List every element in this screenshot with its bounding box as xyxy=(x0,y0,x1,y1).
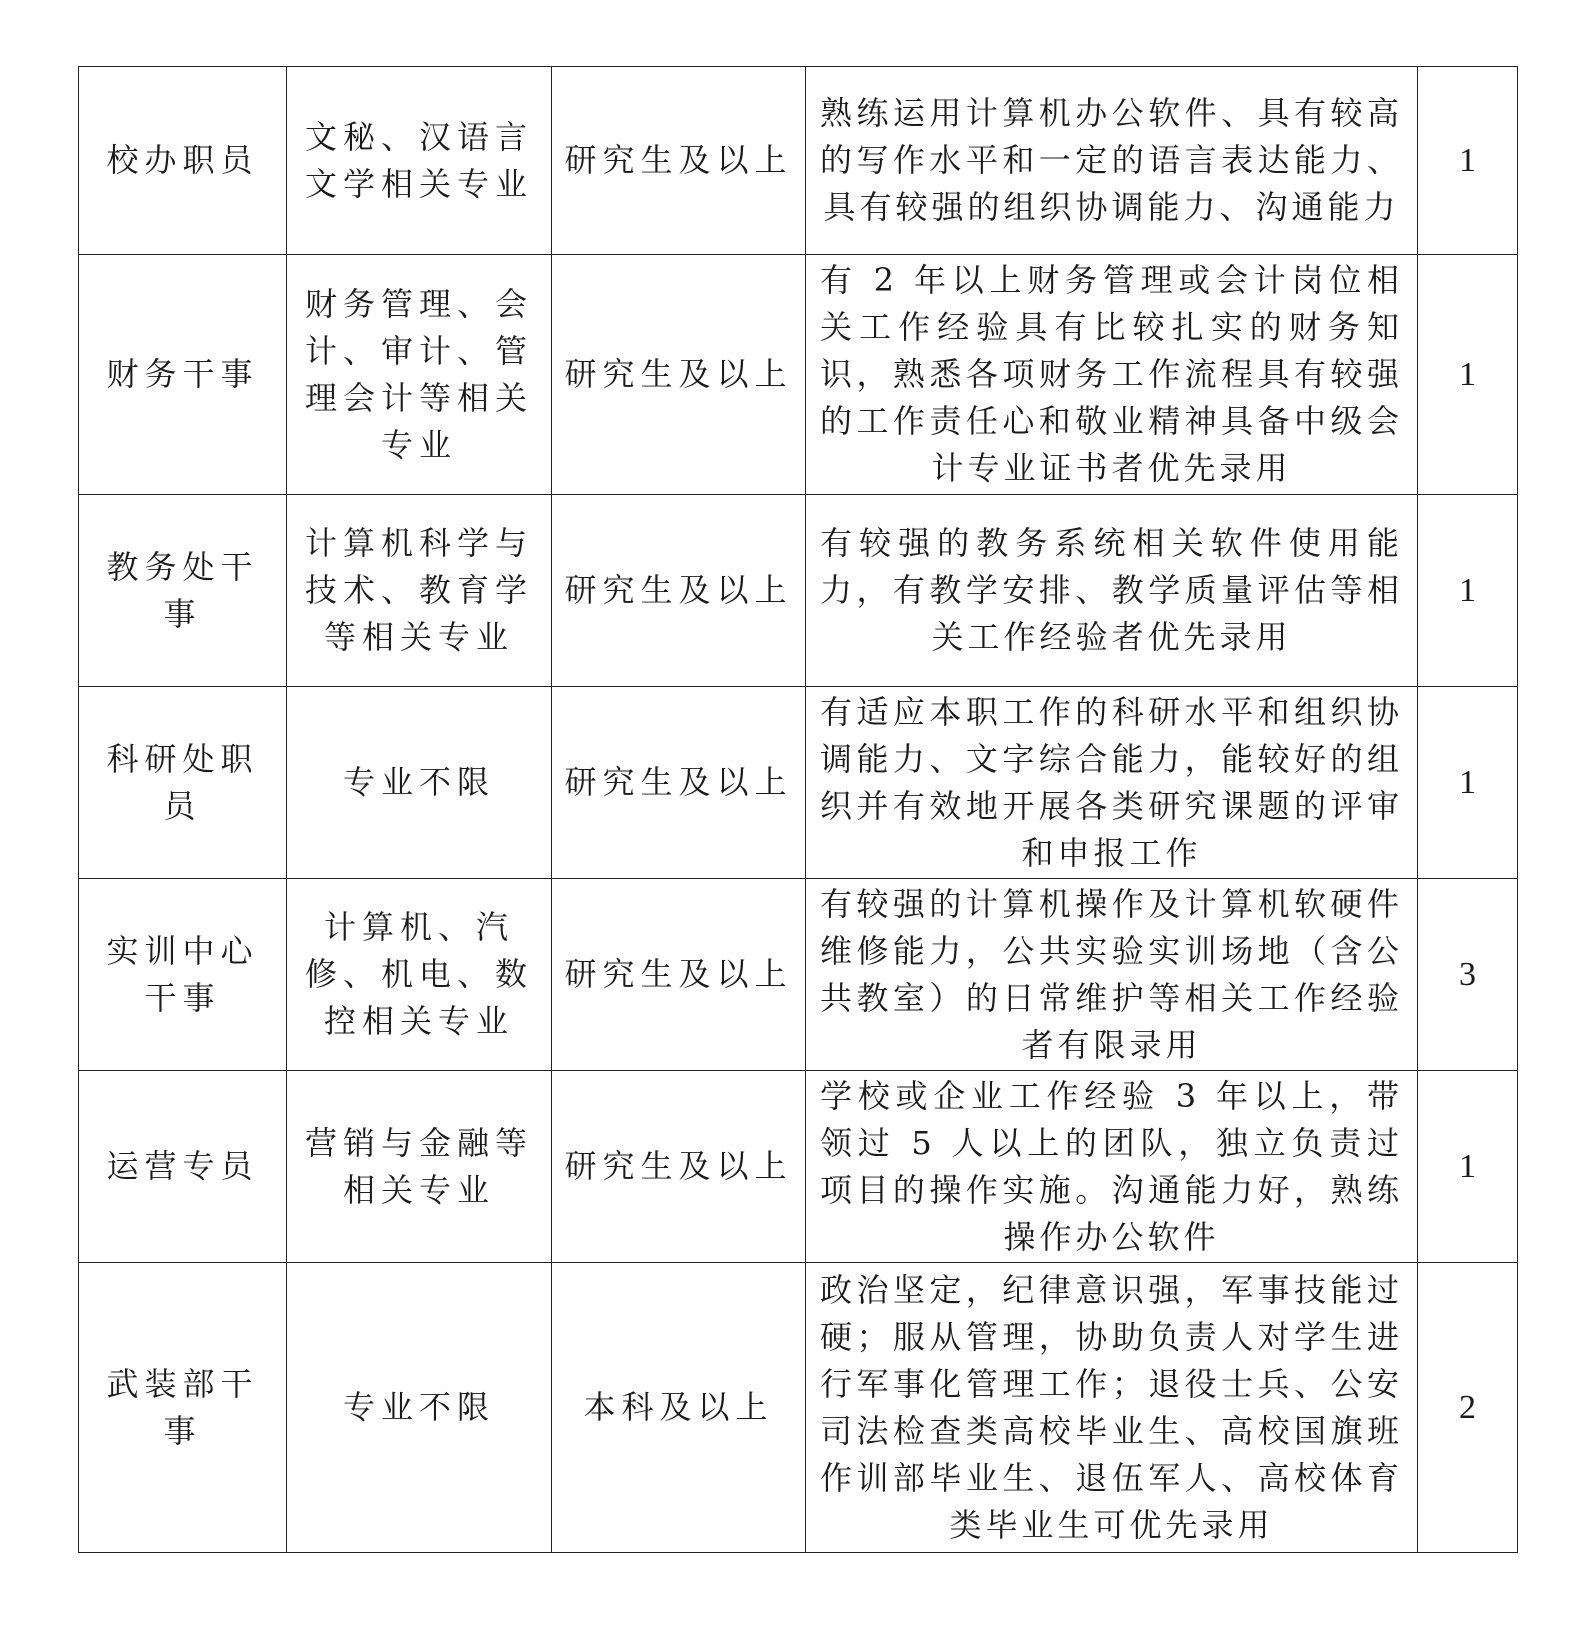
education-cell: 研究生及以上 xyxy=(552,687,806,879)
job-table xyxy=(78,66,1518,1553)
requirements-cell: 有较强的教务系统相关软件使用能力，有教学安排、教学质量评估等相关工作经验者优先录用 xyxy=(806,495,1418,687)
table-row xyxy=(79,255,1518,495)
table-row xyxy=(79,67,1518,255)
position-cell: 教务处干事 xyxy=(79,495,287,687)
headcount-cell: 1 xyxy=(1418,67,1518,255)
education-cell: 研究生及以上 xyxy=(552,255,806,495)
headcount-cell: 1 xyxy=(1418,1071,1518,1263)
position-cell: 科研处职员 xyxy=(79,687,287,879)
education-cell: 本科及以上 xyxy=(552,1263,806,1553)
major-cell: 计算机、汽修、机电、数控相关专业 xyxy=(287,879,552,1071)
table-row xyxy=(79,495,1518,687)
position-cell: 运营专员 xyxy=(79,1071,287,1263)
major-cell: 营销与金融等相关专业 xyxy=(287,1071,552,1263)
major-cell: 专业不限 xyxy=(287,687,552,879)
requirements-cell: 政治坚定，纪律意识强，军事技能过硬；服从管理，协助负责人对学生进行军事化管理工作；退役士兵、公安司法检查类高校毕业生、高校国旗班作训部毕业生、退伍军人、高校体育类毕业生可优先录用 xyxy=(806,1263,1418,1553)
education-cell: 研究生及以上 xyxy=(552,67,806,255)
position-cell: 财务干事 xyxy=(79,255,287,495)
table-row xyxy=(79,879,1518,1071)
position-cell: 武装部干事 xyxy=(79,1263,287,1553)
education-cell: 研究生及以上 xyxy=(552,1071,806,1263)
requirements-cell: 有适应本职工作的科研水平和组织协调能力、文字综合能力，能较好的组织并有效地开展各类研究课题的评审和申报工作 xyxy=(806,687,1418,879)
major-cell: 专业不限 xyxy=(287,1263,552,1553)
education-cell: 研究生及以上 xyxy=(552,495,806,687)
headcount-cell: 2 xyxy=(1418,1263,1518,1553)
major-cell: 文秘、汉语言文学相关专业 xyxy=(287,67,552,255)
position-cell: 校办职员 xyxy=(79,67,287,255)
headcount-cell: 1 xyxy=(1418,687,1518,879)
requirements-cell: 有较强的计算机操作及计算机软硬件维修能力，公共实验实训场地（含公共教室）的日常维护等相关工作经验者有限录用 xyxy=(806,879,1418,1071)
major-cell: 财务管理、会计、审计、管理会计等相关专业 xyxy=(287,255,552,495)
headcount-cell: 1 xyxy=(1418,495,1518,687)
education-cell: 研究生及以上 xyxy=(552,879,806,1071)
requirements-cell: 有 2 年以上财务管理或会计岗位相关工作经验具有比较扎实的财务知识，熟悉各项财务工作流程具有较强的工作责任心和敬业精神具备中级会计专业证书者优先录用 xyxy=(806,255,1418,495)
major-cell: 计算机科学与技术、教育学等相关专业 xyxy=(287,495,552,687)
table-row xyxy=(79,1263,1518,1553)
position-cell: 实训中心干事 xyxy=(79,879,287,1071)
headcount-cell: 3 xyxy=(1418,879,1518,1071)
table-row xyxy=(79,1071,1518,1263)
headcount-cell: 1 xyxy=(1418,255,1518,495)
requirements-cell: 熟练运用计算机办公软件、具有较高的写作水平和一定的语言表达能力、具有较强的组织协调能力、沟通能力 xyxy=(806,67,1418,255)
requirements-cell: 学校或企业工作经验 3 年以上，带领过 5 人以上的团队，独立负责过项目的操作实施。沟通能力好，熟练操作办公软件 xyxy=(806,1071,1418,1263)
table-row xyxy=(79,687,1518,879)
